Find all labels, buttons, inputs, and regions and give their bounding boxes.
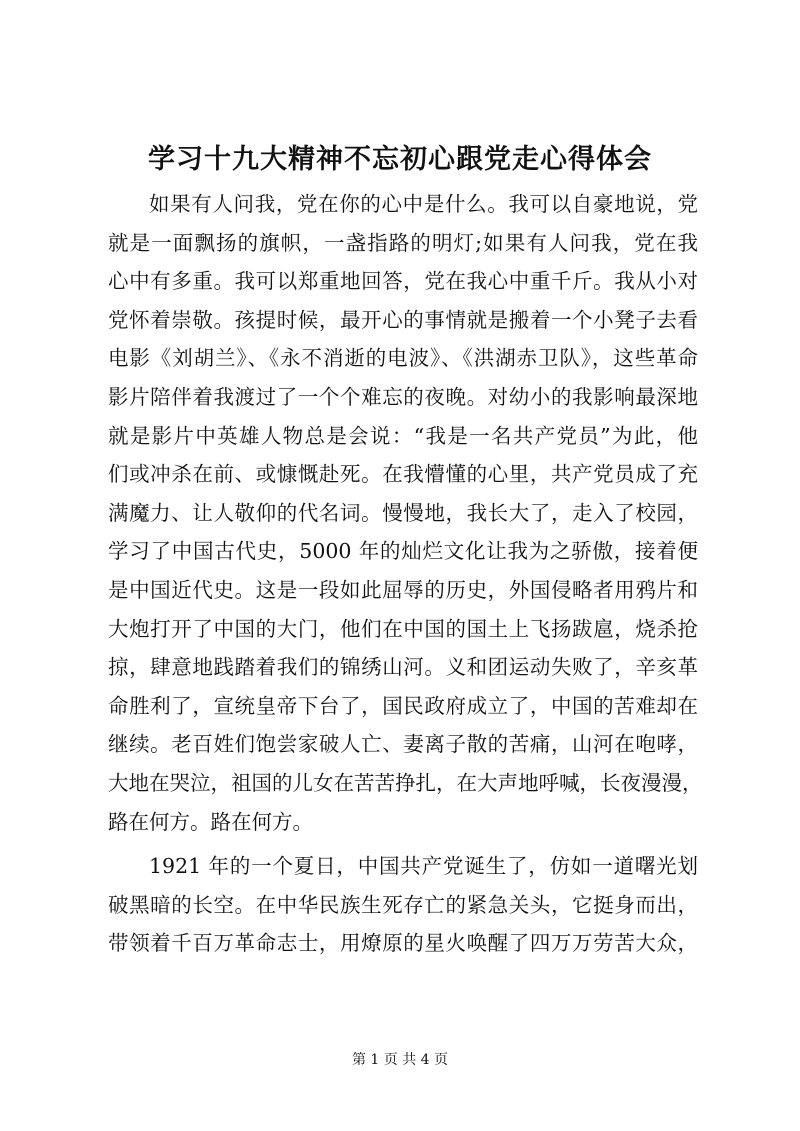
text-line: 如果有人问我，党在你的心中是什么。我可以自豪地说，党 [149,192,698,216]
document-title: 学习十九大精神不忘初心跟党走心得体会 [148,144,652,175]
text-line: 继续。老百姓们饱尝家破人亡、妻离子散的苦痛，山河在咆哮， [108,732,698,757]
text-line: 带领着千百万革命志士，用燎原的星火唤醒了四万万劳苦大众， [108,931,698,956]
text-line: 掠，肆意地践踏着我们的锦绣山河。义和团运动失败了，辛亥革 [108,655,698,680]
text-line: 大炮打开了中国的大门，他们在中国的国土上飞扬跋扈，烧杀抢 [108,616,698,641]
text-line: 影片陪伴着我渡过了一个个难忘的夜晚。对幼小的我影响最深地 [108,384,698,409]
page-footer: 第 1 页 共 4 页 [351,1052,449,1068]
document-body [108,185,703,963]
text-line: 学习了中国古代史，5000 年的灿烂文化让我为之骄傲，接着便 [108,539,698,564]
paragraph-2 [108,847,698,963]
text-line: 心中有多重。我可以郑重地回答，党在我心中重千斤。我从小对 [108,269,698,294]
text-line: 命胜利了，宣统皇帝下台了，国民政府成立了，中国的苦难却在 [108,693,698,718]
text-line: 就是影片中英雄人物总是会说：“我是一名共产党员”为此，他 [108,423,698,448]
text-line: 满魔力、让人敬仰的代名词。慢慢地，我长大了，走入了校园， [108,500,698,525]
text-line: 1921 年的一个夏日，中国共产党诞生了，仿如一道曙光划 [149,854,698,879]
text-line: 电影《刘胡兰》、《永不消逝的电波》、《洪湖赤卫队》，这些革命 [108,346,698,371]
text-line: 就是一面飘扬的旗帜，一盏指路的明灯;如果有人问我，党在我 [108,230,698,255]
text-line: 路在何方。路在何方。 [108,809,313,834]
text-line: 破黑暗的长空。在中华民族生死存亡的紧急关头，它挺身而出， [108,892,698,917]
paragraph-1 [108,185,703,841]
text-line: 们或冲杀在前、或慷慨赴死。在我懵懂的心里，共产党员成了充 [108,462,698,487]
text-line: 大地在哭泣，祖国的儿女在苦苦挣扎，在大声地呼喊，长夜漫漫， [108,770,703,795]
text-line: 党怀着崇敬。孩提时候，最开心的事情就是搬着一个小凳子去看 [108,307,698,332]
text-line: 是中国近代史。这是一段如此屈辱的历史，外国侵略者用鸦片和 [108,577,698,602]
